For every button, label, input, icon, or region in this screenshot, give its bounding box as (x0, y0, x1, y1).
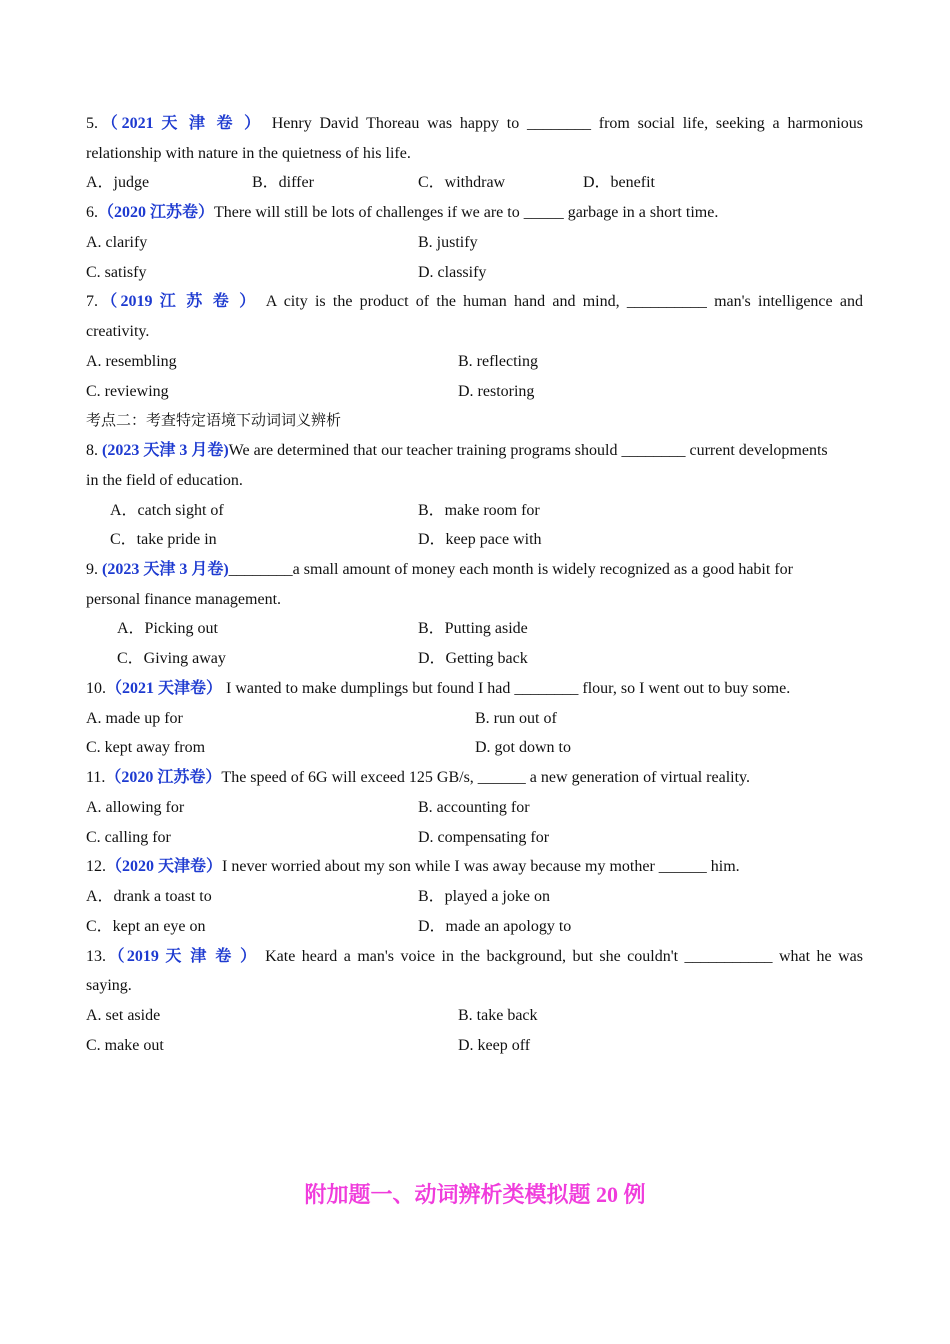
question-number: 5. (86, 115, 98, 132)
option-a: A. resembling (86, 352, 177, 370)
question-8-stem (86, 436, 863, 466)
question-source: （2021 天津卷） (106, 679, 223, 697)
question-11-stem (86, 763, 863, 793)
question-number: 10. (86, 679, 106, 697)
question-text: ________a small amount of money each month is widely recognized as a good habit for (228, 561, 793, 579)
question-text-continued: in the field of education. (86, 471, 243, 489)
option-a: A．Picking out (117, 620, 218, 638)
question-number: 6. (86, 204, 98, 222)
option-c: C. make out (86, 1036, 164, 1054)
question-text-continued: creativity. (86, 323, 150, 341)
option-b: B．make room for (418, 501, 540, 519)
option-a: A. made up for (86, 709, 183, 727)
option-c: C．withdraw (418, 174, 506, 192)
option-a: A．catch sight of (110, 501, 224, 519)
option-c: C．Giving away (117, 650, 226, 668)
option-b: B. reflecting (458, 352, 538, 370)
question-list (86, 109, 863, 1061)
option-a: A. set aside (86, 1007, 161, 1025)
question-12-options-row-1 (86, 882, 863, 912)
question-12-stem (86, 852, 863, 882)
question-8-options-row-1 (86, 496, 863, 526)
question-13-stem (86, 942, 863, 972)
option-c: C. calling for (86, 828, 171, 846)
question-text-continued: saying. (86, 977, 132, 995)
option-a: A. clarify (86, 233, 148, 251)
option-a: A．drank a toast to (86, 888, 212, 906)
question-number: 13. (86, 947, 106, 965)
question-12-options-row-2 (86, 912, 863, 942)
question-source: （2021 天 津 卷 ） (98, 115, 264, 132)
question-8-stem-continued (86, 466, 863, 496)
option-d: D．benefit (583, 174, 655, 192)
question-11-options-row-2 (86, 823, 863, 853)
question-8-options-row-2 (86, 525, 863, 555)
question-text: Henry David Thoreau was happy to ________ from social life, seeking a harmonious (263, 115, 863, 132)
question-7-stem (86, 287, 863, 317)
option-a: A．judge (86, 174, 150, 192)
question-10-options-row-2 (86, 733, 863, 763)
question-text: The speed of 6G will exceed 125 GB/s, ______ a new generation of virtual reality. (221, 769, 751, 787)
question-number: 7. (86, 293, 98, 311)
question-number: 9. (86, 561, 102, 579)
question-text: A city is the product of the human hand and mind, __________ man's intelligence and (258, 293, 863, 311)
question-number: 12. (86, 858, 106, 876)
option-d: D．made an apology to (418, 917, 572, 935)
option-b: B. justify (418, 233, 478, 251)
option-c: C. satisfy (86, 263, 147, 281)
question-9-options-row-2 (86, 644, 863, 674)
question-text: I never worried about my son while I was away because my mother ______ him. (222, 858, 740, 876)
question-13-options-row-2 (86, 1031, 863, 1061)
question-5-stem (86, 109, 863, 139)
option-d: D. keep off (458, 1036, 531, 1054)
question-text: Kate heard a man's voice in the background, but she couldn't ___________ what he was (258, 947, 863, 965)
question-13-stem-continued (86, 971, 863, 1001)
question-text: There will still be lots of challenges if we are to _____ garbage in a short time. (214, 204, 719, 222)
question-source: (2023 天津 3 月卷) (102, 442, 229, 460)
option-c: C. kept away from (86, 739, 206, 757)
question-source: （2020 天津卷） (106, 858, 223, 876)
option-d: D. got down to (475, 739, 571, 757)
question-number: 8. (86, 442, 102, 460)
option-d: D. classify (418, 263, 487, 281)
question-source: （2019 天 津 卷 ） (106, 947, 259, 965)
question-10-options-row-1 (86, 704, 863, 734)
option-c: C．take pride in (110, 531, 217, 549)
question-9-options-row-1 (86, 614, 863, 644)
option-b: B. run out of (475, 709, 557, 727)
question-9-stem (86, 555, 863, 585)
option-b: B. take back (458, 1007, 538, 1025)
question-6-options-row-1 (86, 228, 863, 258)
question-text: We are determined that our teacher training programs should ________ current developments (228, 442, 828, 460)
option-b: B．played a joke on (418, 888, 550, 906)
question-source: （2020 江苏卷） (105, 769, 222, 787)
option-b: B．Putting aside (418, 620, 528, 638)
question-7-options-row-1 (86, 347, 863, 377)
option-c: C. reviewing (86, 382, 169, 400)
question-9-stem-continued (86, 585, 863, 615)
section-heading: 考点二：考查特定语境下动词词义辨析 (86, 411, 342, 430)
option-d: D．Getting back (418, 650, 528, 668)
question-6-stem (86, 198, 863, 228)
question-source: （2019 江 苏 卷 ） (98, 293, 259, 311)
option-a: A. allowing for (86, 798, 185, 816)
appendix-title: 附加题一、动词辨析类模拟题 20 例 (304, 1182, 646, 1207)
option-d: D．keep pace with (418, 531, 542, 549)
question-5-stem-continued (86, 139, 863, 169)
question-5-options (86, 168, 863, 198)
option-d: D. restoring (458, 382, 535, 400)
question-text: I wanted to make dumplings but found I had ________ flour, so I went out to buy some. (222, 679, 791, 697)
question-text-continued: relationship with nature in the quietness of his life. (86, 144, 411, 162)
option-b: B．differ (252, 174, 314, 192)
option-b: B. accounting for (418, 798, 530, 816)
question-7-options-row-2 (86, 377, 863, 407)
option-d: D. compensating for (418, 828, 550, 846)
question-source: (2023 天津 3 月卷) (102, 561, 229, 579)
question-source: （2020 江苏卷） (98, 204, 215, 222)
question-6-options-row-2 (86, 258, 863, 288)
question-text-continued: personal finance management. (86, 590, 282, 608)
question-7-stem-continued (86, 317, 863, 347)
question-13-options-row-1 (86, 1001, 863, 1031)
question-11-options-row-1 (86, 793, 863, 823)
question-10-stem (86, 674, 863, 704)
question-number: 11. (86, 769, 106, 787)
option-c: C．kept an eye on (86, 917, 206, 935)
